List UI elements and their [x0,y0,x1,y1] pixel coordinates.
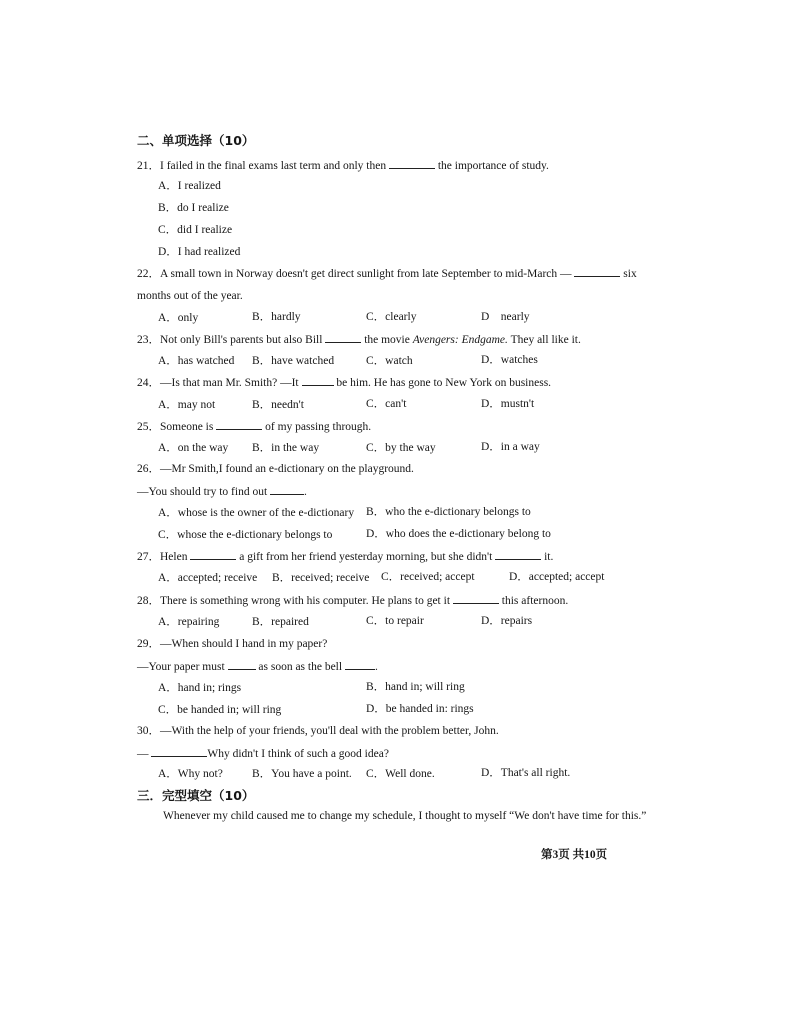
option-c[interactable]: C．can't [366,398,407,410]
option-b[interactable]: B．who the e-dictionary belongs to [366,506,531,518]
answer-blank [345,659,375,670]
question-29-stem-cont: —Your paper must as soon as the bell . [137,661,378,673]
option-c[interactable]: C．be handed in; will ring [158,704,282,716]
option-c[interactable]: C．by the way [366,442,436,454]
option-b[interactable]: B．repaired [252,616,309,628]
section-title-single-choice: 二、单项选择（10） [137,133,255,148]
option-a[interactable]: A．hand in; rings [158,682,242,694]
answer-blank [302,375,334,386]
question-30-stem-cont: — Why didn't I think of such a good idea? [137,748,389,760]
question-27-stem: 27．Helen a gift from her friend yesterday morning, but she didn't it. [137,551,554,563]
question-29-stem: 29．—When should I hand in my paper? [137,638,328,650]
question-number: 26． [137,463,160,475]
option-d[interactable]: D．I had realized [158,246,241,258]
question-23-stem: 23．Not only Bill's parents but also Bill the movie Avengers: Endgame. They all like it. [137,334,581,346]
answer-blank [190,549,236,560]
option-a[interactable]: A．on the way [158,442,229,454]
answer-blank [270,484,304,495]
page-number: 第3页 共10页 [541,849,608,861]
option-c[interactable]: C．watch [366,355,413,367]
option-b[interactable]: B．You have a point. [252,768,352,780]
option-b[interactable]: B．do I realize [158,202,229,214]
option-d[interactable]: D．in a way [481,441,540,453]
option-c[interactable]: C．clearly [366,311,417,323]
question-number: 28． [137,595,160,607]
option-d[interactable]: D．mustn't [481,398,535,410]
question-24-stem: 24．—Is that man Mr. Smith? —It be him. He has gone to New York on business. [137,377,552,389]
question-number: 22． [137,268,160,280]
question-number: 25． [137,421,160,433]
question-30-stem: 30．—With the help of your friends, you'll deal with the problem better, John. [137,725,499,737]
question-22-stem: 22．A small town in Norway doesn't get direct sunlight from late September to mid-March — six [137,268,637,280]
question-number: 29． [137,638,160,650]
option-d[interactable]: D nearly [481,311,530,323]
option-a[interactable]: A．Why not? [158,768,223,780]
option-b[interactable]: B．have watched [252,355,335,367]
option-c[interactable]: C．Well done. [366,768,435,780]
question-number: 27． [137,551,160,563]
option-d[interactable]: D．watches [481,354,538,366]
answer-blank [325,332,361,343]
answer-blank [453,593,499,604]
option-c[interactable]: C．received; accept [381,571,475,583]
option-d[interactable]: D．who does the e-dictionary belong to [366,528,551,540]
option-b[interactable]: B．hand in; will ring [366,681,465,693]
question-26-stem-cont: —You should try to find out . [137,486,307,498]
option-c[interactable]: C．to repair [366,615,424,627]
answer-blank [228,659,256,670]
answer-blank [495,549,541,560]
question-number: 23． [137,334,160,346]
question-26-stem: 26．—Mr Smith,I found an e-dictionary on the playground. [137,463,414,475]
question-22-stem-cont: months out of the year. [137,290,243,302]
option-a[interactable]: A．may not [158,399,216,411]
option-b[interactable]: B．received; receive [272,572,370,584]
option-c[interactable]: C．whose the e-dictionary belongs to [158,529,333,541]
option-d[interactable]: D．be handed in: rings [366,703,474,715]
option-b[interactable]: B．in the way [252,442,320,454]
answer-blank [389,158,435,169]
option-c[interactable]: C．did I realize [158,224,233,236]
answer-blank [216,419,262,430]
option-b[interactable]: B．needn't [252,399,304,411]
option-a[interactable]: A．only [158,312,199,324]
question-number: 21． [137,160,160,172]
cloze-passage-line: Whenever my child caused me to change my schedule, I thought to myself “We don't have time for this.” [163,810,647,822]
option-a[interactable]: A．I realized [158,180,221,192]
movie-title: Avengers: Endgame. [412,334,508,346]
question-number: 24． [137,377,160,389]
option-a[interactable]: A．accepted; receive [158,572,258,584]
option-b[interactable]: B．hardly [252,311,301,323]
section-title-cloze: 三．完型填空（10） [137,788,255,803]
question-number: 30． [137,725,160,737]
answer-blank [574,266,620,277]
answer-blank [151,746,207,757]
option-a[interactable]: A．has watched [158,355,235,367]
option-a[interactable]: A．whose is the owner of the e-dictionary [158,507,355,519]
question-21-stem: 21．I failed in the final exams last term and only then the importance of study. [137,160,549,172]
option-a[interactable]: A．repairing [158,616,220,628]
option-d[interactable]: D．repairs [481,615,533,627]
option-d[interactable]: D．That's all right. [481,767,571,779]
question-25-stem: 25．Someone is of my passing through. [137,421,372,433]
question-28-stem: 28．There is something wrong with his computer. He plans to get it this afternoon. [137,595,569,607]
option-d[interactable]: D．accepted; accept [509,571,605,583]
